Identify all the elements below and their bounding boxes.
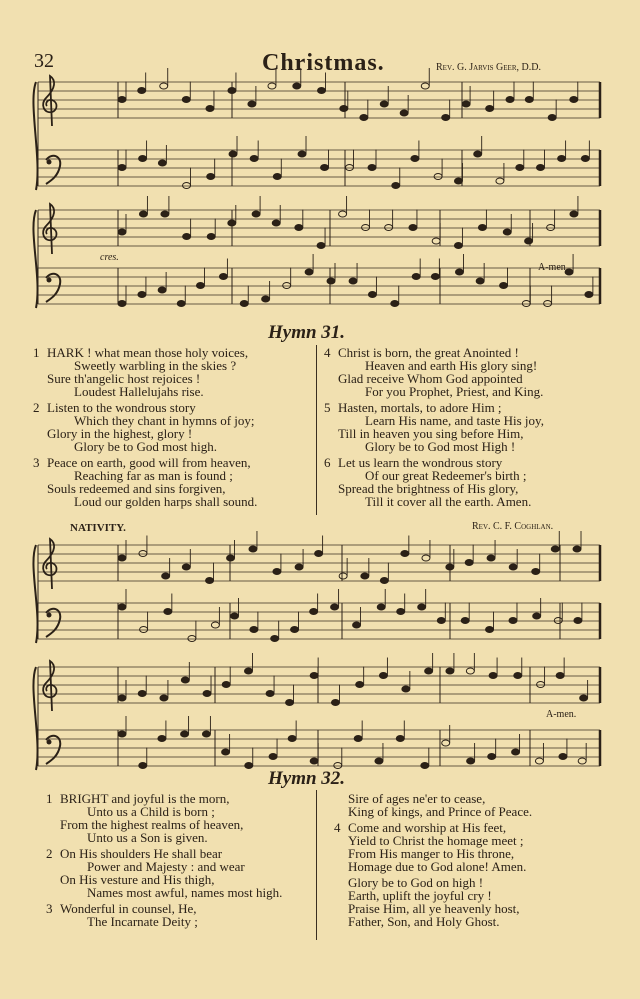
verse xyxy=(334,876,532,928)
note-head xyxy=(321,165,329,171)
note-head xyxy=(183,234,191,240)
verse xyxy=(33,346,257,398)
note-head xyxy=(138,88,146,94)
note-head xyxy=(360,115,368,121)
note-head xyxy=(377,604,385,610)
composer-credit: Rev. G. Jarvis Geer, D.D. xyxy=(436,62,541,73)
note-head xyxy=(240,301,248,307)
verse-line: Glory be to God most High ! xyxy=(365,439,516,454)
note-head xyxy=(437,618,445,624)
verse xyxy=(334,821,532,873)
note-head xyxy=(476,278,484,284)
note-head xyxy=(252,211,260,217)
note-head xyxy=(183,183,191,189)
note-head xyxy=(331,604,339,610)
verse-line: On His vesture and His thigh, xyxy=(60,872,215,887)
note-head xyxy=(525,97,533,103)
note-head xyxy=(412,274,420,280)
verse-line: Loud our golden harps shall sound. xyxy=(74,494,258,509)
system-brace xyxy=(33,545,37,643)
verse-number: 4 xyxy=(334,820,341,835)
verse-number: 2 xyxy=(33,400,40,415)
treble-clef-icon xyxy=(43,76,56,126)
tune-title-christmas: Christmas. xyxy=(262,50,385,76)
tune-title-nativity: NATIVITY. xyxy=(70,522,126,534)
treble-clef-icon xyxy=(43,539,56,589)
note-head xyxy=(500,283,508,289)
verse-number: 3 xyxy=(33,455,40,470)
note-head xyxy=(353,622,361,628)
verse-line: Praise Him, all ye heavenly host, xyxy=(348,901,520,916)
note-head xyxy=(206,106,214,112)
note-head xyxy=(391,301,399,307)
verse xyxy=(334,792,532,818)
note-head xyxy=(421,763,429,769)
verse-line: Homage due to God alone! Amen. xyxy=(348,859,527,874)
verse-line: On His shoulders He shall bear xyxy=(60,846,223,861)
note-head xyxy=(293,83,301,89)
note-head xyxy=(310,609,318,615)
note-head xyxy=(244,668,252,674)
note-head xyxy=(310,758,318,764)
note-head xyxy=(196,283,204,289)
verse-number: 4 xyxy=(324,345,331,360)
note-head xyxy=(273,569,281,575)
verse-line: The Incarnate Deity ; xyxy=(87,914,198,929)
note-head xyxy=(516,165,524,171)
note-head xyxy=(402,686,410,692)
note-head xyxy=(385,225,393,231)
note-head xyxy=(401,551,409,557)
verse-line: Father, Son, and Holy Ghost. xyxy=(348,914,500,929)
note-head xyxy=(380,578,388,584)
note-head xyxy=(487,555,495,561)
note-head xyxy=(509,564,517,570)
verse xyxy=(33,401,257,453)
note-head xyxy=(548,115,556,121)
verse-line: Sire of ages ne'er to cease, xyxy=(348,791,486,806)
note-head xyxy=(380,101,388,107)
verse xyxy=(33,456,257,508)
note-head xyxy=(537,682,545,688)
verse-line: Christ is born, the great Anointed ! xyxy=(338,345,519,360)
note-head xyxy=(454,243,462,249)
verse-line: Hasten, mortals, to adore Him ; xyxy=(338,400,502,415)
note-head xyxy=(266,691,274,697)
amen-label: A-men. xyxy=(538,262,569,273)
note-head xyxy=(272,220,280,226)
column-divider-2 xyxy=(316,790,317,940)
note-head xyxy=(488,754,496,760)
verse-line: Loudest Hallelujahs rise. xyxy=(74,384,204,399)
note-head xyxy=(356,682,364,688)
note-head xyxy=(425,668,433,674)
note-head xyxy=(295,564,303,570)
note-head xyxy=(432,238,440,244)
note-head xyxy=(418,604,426,610)
note-head xyxy=(486,106,494,112)
verse-line: For you Prophet, Priest, and King. xyxy=(365,384,544,399)
note-head xyxy=(271,636,279,642)
note-head xyxy=(554,618,562,624)
note-head xyxy=(139,156,147,162)
note-head xyxy=(177,301,185,307)
verse-line: Which they chant in hymns of joy; xyxy=(74,413,255,428)
cres-marking: cres. xyxy=(100,252,119,263)
amen-label-2: A-men. xyxy=(546,709,577,720)
hymn-31-left-column xyxy=(33,346,257,511)
note-head xyxy=(536,165,544,171)
verse xyxy=(46,792,282,844)
note-head xyxy=(231,613,239,619)
verse-line: Till in heaven you sing before Him, xyxy=(338,426,524,441)
note-head xyxy=(283,283,291,289)
note-head xyxy=(245,763,253,769)
verse-line: Yield to Christ the homage meet ; xyxy=(348,833,524,848)
note-head xyxy=(161,211,169,217)
verse-line: Unto us a Son is given. xyxy=(87,830,208,845)
note-head xyxy=(318,88,326,94)
verse-number: 6 xyxy=(324,455,331,470)
note-head xyxy=(118,555,126,561)
note-head xyxy=(139,763,147,769)
note-head xyxy=(396,736,404,742)
hymn-31-right-column xyxy=(324,346,544,511)
hymn-32-title: Hymn 32. xyxy=(268,768,346,789)
note-head xyxy=(222,749,230,755)
note-head xyxy=(411,156,419,162)
note-head xyxy=(442,115,450,121)
treble-clef-icon xyxy=(43,204,56,254)
verse-line: Learn His name, and taste His joy, xyxy=(365,413,544,428)
note-head xyxy=(202,731,210,737)
verse-line: Heaven and earth His glory sing! xyxy=(365,358,538,373)
note-head xyxy=(525,238,533,244)
note-head xyxy=(462,101,470,107)
note-head xyxy=(188,636,196,642)
verse-line: Names most awful, names most high. xyxy=(87,885,283,900)
note-head xyxy=(533,613,541,619)
note-head xyxy=(118,604,126,610)
note-head xyxy=(138,691,146,697)
note-head xyxy=(559,754,567,760)
note-head xyxy=(544,301,552,307)
verse-line: Spread the brightness of His glory, xyxy=(338,481,519,496)
note-head xyxy=(379,673,387,679)
note-head xyxy=(535,758,543,764)
note-head xyxy=(160,83,168,89)
note-head xyxy=(467,758,475,764)
note-head xyxy=(580,695,588,701)
verse-line: Peace on earth, good will from heaven, xyxy=(47,455,251,470)
note-head xyxy=(442,740,450,746)
note-head xyxy=(434,174,442,180)
note-head xyxy=(228,220,236,226)
note-head xyxy=(273,174,281,180)
note-head xyxy=(158,160,166,166)
verse-line: Glory be to God on high ! xyxy=(348,875,484,890)
note-head xyxy=(446,564,454,570)
note-head xyxy=(138,292,146,298)
verse-line: Souls redeemed and sins forgiven, xyxy=(47,481,226,496)
note-head xyxy=(207,174,215,180)
note-head xyxy=(478,225,486,231)
hymn-31-title: Hymn 31. xyxy=(268,322,346,343)
page-number: 32 xyxy=(34,50,54,72)
verse-number: 1 xyxy=(46,791,53,806)
verse-line: Sure th'angelic host rejoices ! xyxy=(47,371,201,386)
note-head xyxy=(249,546,257,552)
note-head xyxy=(362,225,370,231)
note-head xyxy=(182,97,190,103)
verse-line: King of kings, and Prince of Peace. xyxy=(348,804,533,819)
note-head xyxy=(345,165,353,171)
note-head xyxy=(558,156,566,162)
verse-line: Glory be to God most high. xyxy=(74,439,217,454)
note-head xyxy=(164,609,172,615)
bass-clef-dot xyxy=(47,160,52,165)
note-head xyxy=(522,301,530,307)
treble-clef-icon xyxy=(43,661,56,711)
note-head xyxy=(295,225,303,231)
note-head xyxy=(228,88,236,94)
note-head xyxy=(397,609,405,615)
system-brace xyxy=(33,667,37,770)
note-head xyxy=(298,151,306,157)
note-head xyxy=(409,225,417,231)
note-head xyxy=(503,229,511,235)
system-brace xyxy=(33,82,37,190)
note-head xyxy=(291,627,299,633)
note-head xyxy=(339,211,347,217)
note-head xyxy=(551,546,559,552)
note-head xyxy=(349,278,357,284)
note-head xyxy=(446,668,454,674)
note-head xyxy=(118,731,126,737)
note-head xyxy=(331,700,339,706)
note-head xyxy=(286,700,294,706)
note-head xyxy=(118,229,126,235)
column-divider xyxy=(316,345,317,515)
note-head xyxy=(317,243,325,249)
note-head xyxy=(248,101,256,107)
note-head xyxy=(118,301,126,307)
note-head xyxy=(327,278,335,284)
note-head xyxy=(219,274,227,280)
bass-clef-dot xyxy=(47,278,52,283)
note-head xyxy=(547,225,555,231)
note-head xyxy=(206,578,214,584)
note-head xyxy=(512,749,520,755)
verse-line: Come and worship at His feet, xyxy=(348,820,507,835)
note-head xyxy=(262,296,270,302)
verse-line: Reaching far as man is found ; xyxy=(74,468,233,483)
note-head xyxy=(158,287,166,293)
note-head xyxy=(578,758,586,764)
note-head xyxy=(229,151,237,157)
hymn-32-right-column xyxy=(334,792,532,931)
note-head xyxy=(421,83,429,89)
verse-line: From His manger to His throne, xyxy=(348,846,515,861)
note-head xyxy=(139,551,147,557)
note-head xyxy=(581,156,589,162)
verse xyxy=(324,456,544,508)
note-head xyxy=(361,573,369,579)
verse xyxy=(324,401,544,453)
note-head xyxy=(118,97,126,103)
verse-line: Sweetly warbling in the skies ? xyxy=(74,358,237,373)
verse-line: Earth, uplift the joyful cry ! xyxy=(348,888,492,903)
note-head xyxy=(354,736,362,742)
note-head xyxy=(203,691,211,697)
note-head xyxy=(496,178,504,184)
verse xyxy=(46,847,282,899)
note-head xyxy=(461,618,469,624)
verse-line: Let us learn the wondrous story xyxy=(338,455,503,470)
verse-line: Glory in the highest, glory ! xyxy=(47,426,193,441)
composer-credit-2: Rev. C. F. Coghlan. xyxy=(472,521,554,532)
note-head xyxy=(532,569,540,575)
verse-number: 5 xyxy=(324,400,331,415)
note-head xyxy=(455,269,463,275)
note-head xyxy=(315,551,323,557)
note-head xyxy=(250,156,258,162)
verse-line: Wonderful in counsel, He, xyxy=(60,901,197,916)
note-head xyxy=(118,695,126,701)
note-head xyxy=(181,731,189,737)
verse-number: 2 xyxy=(46,846,53,861)
note-head xyxy=(556,673,564,679)
note-head xyxy=(288,736,296,742)
note-head xyxy=(139,211,147,217)
note-head xyxy=(466,668,474,674)
note-head xyxy=(269,754,277,760)
bass-clef-dot xyxy=(47,740,52,745)
note-head xyxy=(585,292,593,298)
note-head xyxy=(431,274,439,280)
note-head xyxy=(570,97,578,103)
note-head xyxy=(573,546,581,552)
verse-line: Till it cover all the earth. Amen. xyxy=(365,494,532,509)
hymn-32-left-column xyxy=(46,792,282,931)
note-head xyxy=(310,673,318,679)
note-head xyxy=(160,695,168,701)
note-head xyxy=(222,682,230,688)
note-head xyxy=(305,269,313,275)
note-head xyxy=(211,622,219,628)
verse-line: HARK ! what mean those holy voices, xyxy=(47,345,249,360)
note-head xyxy=(227,555,235,561)
system-brace xyxy=(33,210,37,308)
note-head xyxy=(570,211,578,217)
note-head xyxy=(400,110,408,116)
note-head xyxy=(162,573,170,579)
note-head xyxy=(509,618,517,624)
verse xyxy=(324,346,544,398)
note-head xyxy=(422,555,430,561)
note-head xyxy=(375,758,383,764)
note-head xyxy=(340,106,348,112)
note-head xyxy=(486,627,494,633)
verse-line: Power and Majesty : and wear xyxy=(87,859,245,874)
note-head xyxy=(250,627,258,633)
note-head xyxy=(118,165,126,171)
note-head xyxy=(465,560,473,566)
note-head xyxy=(207,234,215,240)
verse-line: From the highest realms of heaven, xyxy=(60,817,244,832)
note-head xyxy=(454,178,462,184)
note-head xyxy=(268,83,276,89)
note-head xyxy=(140,627,148,633)
note-head xyxy=(182,564,190,570)
note-head xyxy=(574,618,582,624)
note-head xyxy=(392,183,400,189)
note-head xyxy=(514,673,522,679)
verse-line: Glad receive Whom God appointed xyxy=(338,371,523,386)
verse-line: Of our great Redeemer's birth ; xyxy=(365,468,527,483)
verse-line: Listen to the wondrous story xyxy=(47,400,196,415)
verse-line: BRIGHT and joyful is the morn, xyxy=(60,791,230,806)
note-head xyxy=(158,736,166,742)
note-head xyxy=(368,292,376,298)
note-head xyxy=(474,151,482,157)
note-head xyxy=(339,573,347,579)
note-head xyxy=(368,165,376,171)
verse-number: 1 xyxy=(33,345,40,360)
note-head xyxy=(181,677,189,683)
verse xyxy=(46,902,282,928)
verse-number: 3 xyxy=(46,901,53,916)
note-head xyxy=(506,97,514,103)
note-head xyxy=(489,673,497,679)
verse-line: Unto us a Child is born ; xyxy=(87,804,215,819)
bass-clef-dot xyxy=(47,613,52,618)
